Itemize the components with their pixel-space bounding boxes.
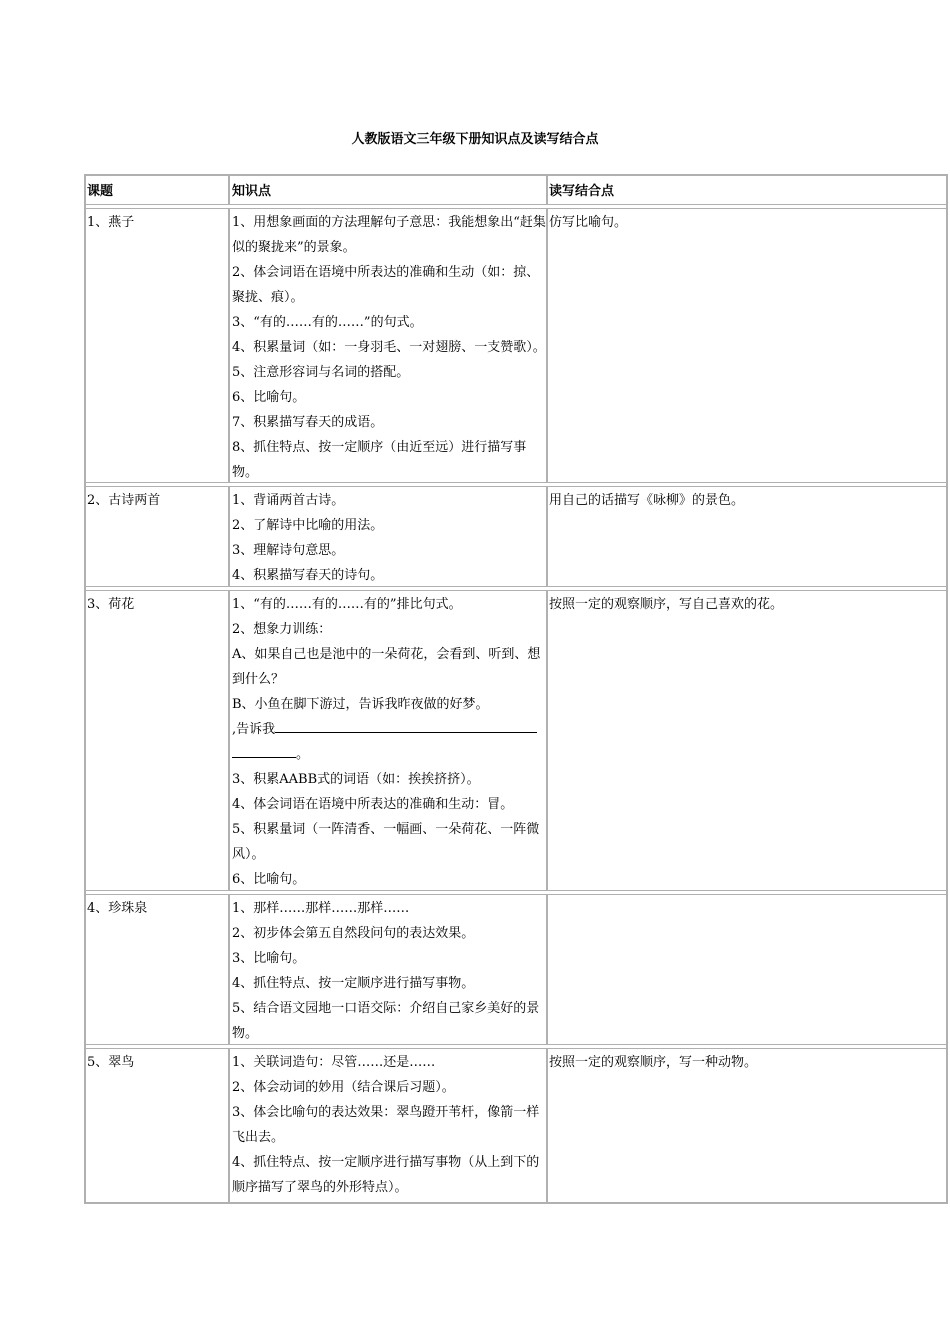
knowledge-item: 3、比喻句。 xyxy=(232,951,306,966)
fill-in-prompt: ,告诉我 xyxy=(232,722,276,737)
knowledge-item: 2、体会动词的妙用（结合课后习题）。 xyxy=(232,1080,455,1095)
fill-in-blank-line xyxy=(275,718,537,733)
document-title: 人教版语文三年级下册知识点及读写结合点 xyxy=(351,132,599,147)
knowledge-item: 4、抓住特点、按一定顺序进行描写事物（从上到下的顺序描写了翠鸟的外形特点）。 xyxy=(232,1155,540,1195)
lesson-cell: 4、珍珠泉 xyxy=(86,894,230,1044)
lesson-cell: 5、翠鸟 xyxy=(86,1048,230,1202)
table-header-row xyxy=(86,176,946,204)
knowledge-cell xyxy=(230,1048,548,1202)
lesson-cell: 2、古诗两首 xyxy=(86,486,230,586)
knowledge-table xyxy=(84,174,948,1204)
knowledge-item: 6、比喻句。 xyxy=(232,390,306,405)
lesson-cell: 3、荷花 xyxy=(86,590,230,890)
knowledge-item: 3、积累AABB式的词语（如：挨挨挤挤）。 xyxy=(232,772,480,787)
knowledge-item: 2、体会词语在语境中所表达的准确和生动（如：掠、聚拢、痕）。 xyxy=(232,265,540,305)
table-row xyxy=(86,894,946,1044)
knowledge-item: 2、了解诗中比喻的用法。 xyxy=(232,518,384,533)
knowledge-item: 1、背诵两首古诗。 xyxy=(232,493,345,508)
knowledge-item: 7、积累描写春天的成语。 xyxy=(232,415,384,430)
knowledge-cell xyxy=(230,590,548,890)
knowledge-cell xyxy=(230,486,548,586)
lesson-cell: 1、燕子 xyxy=(86,208,230,482)
knowledge-cell xyxy=(230,208,548,482)
writing-cell: 按照一定的观察顺序，写一种动物。 xyxy=(549,1055,758,1070)
header-lesson: 课题 xyxy=(86,176,230,204)
knowledge-item: 4、体会词语在语境中所表达的准确和生动：冒。 xyxy=(232,797,514,812)
knowledge-item: 1、用想象画面的方法理解句子意思：我能想象出“赶集似的聚拢来”的景象。 xyxy=(232,215,546,255)
knowledge-item: B、小鱼在脚下游过，告诉我昨夜做的好梦。 xyxy=(232,697,489,712)
knowledge-item: 3、“有的……有的……”的句式。 xyxy=(232,315,423,330)
fill-in-end: 。 xyxy=(296,747,310,762)
writing-cell: 按照一定的观察顺序，写自己喜欢的花。 xyxy=(549,597,784,612)
knowledge-item: 3、体会比喻句的表达效果：翠鸟蹬开苇杆，像箭一样飞出去。 xyxy=(232,1105,540,1145)
writing-cell xyxy=(548,894,946,1044)
header-writing-points: 读写结合点 xyxy=(549,184,615,199)
table-row xyxy=(86,1048,946,1202)
knowledge-item: 6、比喻句。 xyxy=(232,872,306,887)
header-knowledge-points: 知识点 xyxy=(230,176,548,204)
knowledge-item: 5、注意形容词与名词的搭配。 xyxy=(232,365,410,380)
knowledge-item: 4、积累描写春天的诗句。 xyxy=(232,568,384,583)
writing-cell: 用自己的话描写《咏柳》的景色。 xyxy=(549,493,745,508)
knowledge-item: 5、结合语文园地一口语交际：介绍自己家乡美好的景物。 xyxy=(232,1001,540,1041)
knowledge-item: 8、抓住特点、按一定顺序（由近至远）进行描写事物。 xyxy=(232,440,527,480)
knowledge-item xyxy=(232,742,546,767)
knowledge-item: 1、关联词造句：尽管……还是…… xyxy=(232,1055,436,1070)
knowledge-item: A、如果自己也是池中的一朵荷花，会看到、听到、想到什么？ xyxy=(232,647,541,687)
knowledge-item: 4、抓住特点、按一定顺序进行描写事物。 xyxy=(232,976,475,991)
knowledge-item: 2、想象力训练： xyxy=(232,622,332,637)
knowledge-item: 4、积累量词（如：一身羽毛、一对翅膀、一支赞歌）。 xyxy=(232,340,546,355)
knowledge-item: 1、“有的……有的……有的”排比句式。 xyxy=(232,597,462,612)
fill-in-blank-line xyxy=(232,743,296,758)
table-row xyxy=(86,208,946,482)
knowledge-item xyxy=(232,717,546,742)
knowledge-item: 1、那样……那样……那样…… xyxy=(232,901,410,916)
writing-cell: 仿写比喻句。 xyxy=(549,215,628,230)
table-row xyxy=(86,590,946,890)
knowledge-item: 3、理解诗句意思。 xyxy=(232,543,345,558)
table-row xyxy=(86,486,946,586)
knowledge-cell xyxy=(230,894,548,1044)
knowledge-item: 5、积累量词（一阵清香、一幅画、一朵荷花、一阵微风）。 xyxy=(232,822,540,862)
knowledge-item: 2、初步体会第五自然段问句的表达效果。 xyxy=(232,926,475,941)
